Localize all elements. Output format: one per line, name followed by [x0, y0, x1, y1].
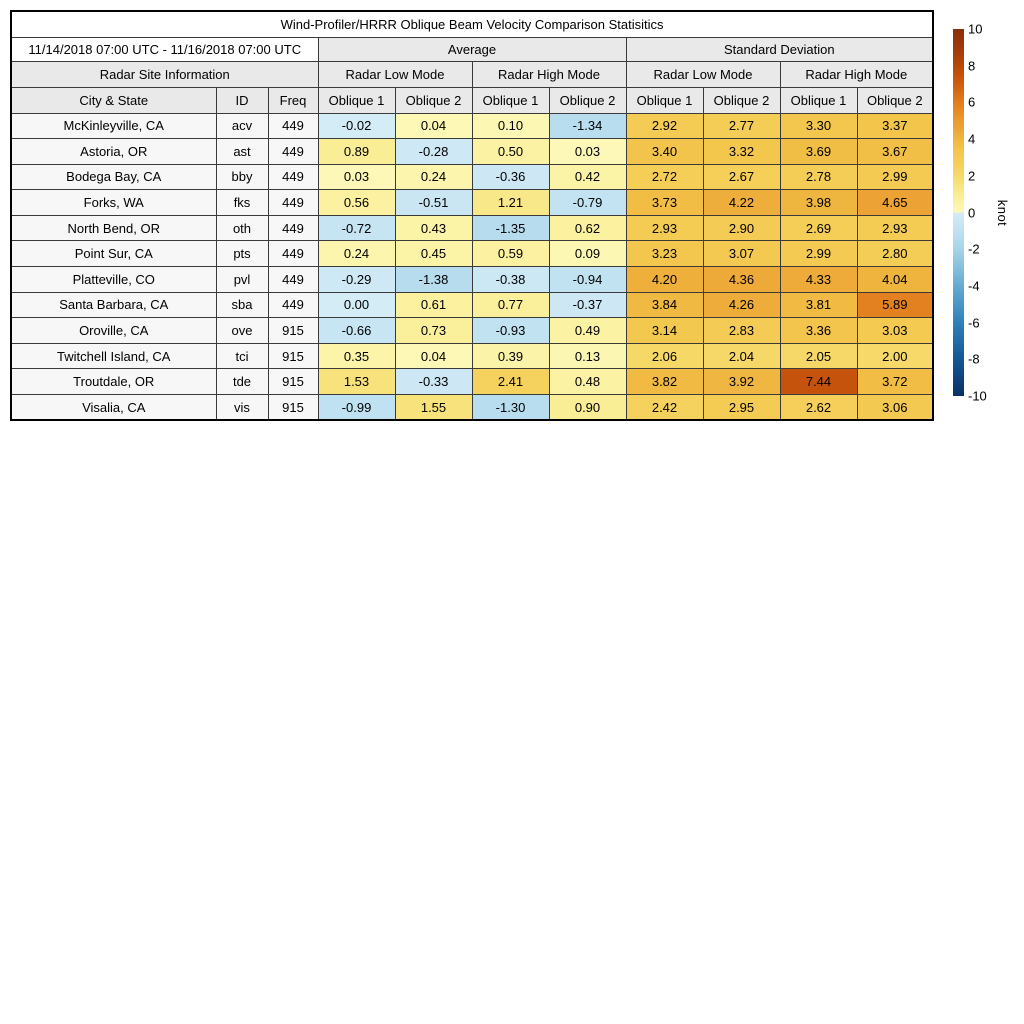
value-cell: 0.48 — [549, 369, 626, 395]
city-state-column-header: City & State — [11, 87, 216, 113]
table-row — [11, 267, 933, 293]
value-cell: 4.04 — [857, 267, 933, 293]
value-cell: -0.72 — [318, 215, 395, 241]
avg-high-mode-header: Radar High Mode — [472, 61, 626, 87]
group-header-standard-deviation: Standard Deviation — [626, 37, 933, 61]
colorbar-tick-label: 4 — [968, 131, 976, 147]
value-cell: 2.99 — [780, 241, 857, 267]
value-cell: 3.32 — [703, 139, 780, 165]
value-cell: 3.23 — [626, 241, 703, 267]
table-title: Wind-Profiler/HRRR Oblique Beam Velocity Comparison Statisitics — [11, 11, 933, 37]
value-cell: -1.38 — [395, 267, 472, 293]
id-cell: ast — [216, 139, 268, 165]
value-cell: 2.80 — [857, 241, 933, 267]
value-cell: 0.10 — [472, 113, 549, 139]
oblique1-column-header: Oblique 1 — [626, 87, 703, 113]
value-cell: 3.07 — [703, 241, 780, 267]
colorbar-unit-label: knot — [995, 199, 1010, 226]
value-cell: 2.04 — [703, 343, 780, 369]
value-cell: 3.72 — [857, 369, 933, 395]
freq-cell: 915 — [268, 369, 318, 395]
value-cell: 0.62 — [549, 215, 626, 241]
value-cell: 3.92 — [703, 369, 780, 395]
table-row — [11, 190, 933, 216]
group-header-average: Average — [318, 37, 626, 61]
freq-cell: 449 — [268, 267, 318, 293]
value-cell: -1.35 — [472, 215, 549, 241]
freq-cell: 915 — [268, 343, 318, 369]
table-row — [11, 139, 933, 165]
value-cell: -1.30 — [472, 395, 549, 421]
value-cell: 2.05 — [780, 343, 857, 369]
value-cell: 2.95 — [703, 395, 780, 421]
value-cell: 0.35 — [318, 343, 395, 369]
value-cell: -0.38 — [472, 267, 549, 293]
id-cell: pvl — [216, 267, 268, 293]
value-cell: 3.73 — [626, 190, 703, 216]
value-cell: 0.73 — [395, 318, 472, 344]
stats-table — [10, 10, 934, 421]
date-range: 11/14/2018 07:00 UTC - 11/16/2018 07:00 UTC — [11, 37, 318, 61]
value-cell: -0.51 — [395, 190, 472, 216]
id-cell: sba — [216, 292, 268, 318]
city-cell: Troutdale, OR — [11, 369, 216, 395]
value-cell: 0.56 — [318, 190, 395, 216]
value-cell: 4.20 — [626, 267, 703, 293]
value-cell: 0.45 — [395, 241, 472, 267]
city-cell: Bodega Bay, CA — [11, 164, 216, 190]
value-cell: 0.43 — [395, 215, 472, 241]
value-cell: 0.77 — [472, 292, 549, 318]
id-cell: vis — [216, 395, 268, 421]
value-cell: -0.36 — [472, 164, 549, 190]
value-cell: -0.99 — [318, 395, 395, 421]
value-cell: -0.33 — [395, 369, 472, 395]
table-row — [11, 318, 933, 344]
value-cell: 2.92 — [626, 113, 703, 139]
freq-cell: 915 — [268, 395, 318, 421]
freq-cell: 449 — [268, 292, 318, 318]
table-row — [11, 164, 933, 190]
value-cell: 2.83 — [703, 318, 780, 344]
city-cell: Astoria, OR — [11, 139, 216, 165]
colorbar-tick-label: -8 — [968, 351, 980, 367]
value-cell: 2.00 — [857, 343, 933, 369]
value-cell: 4.65 — [857, 190, 933, 216]
value-cell: 0.13 — [549, 343, 626, 369]
city-cell: Point Sur, CA — [11, 241, 216, 267]
table-row — [11, 292, 933, 318]
colorbar-tick-label: -10 — [968, 388, 987, 404]
oblique2-column-header: Oblique 2 — [857, 87, 933, 113]
value-cell: 3.37 — [857, 113, 933, 139]
freq-cell: 449 — [268, 113, 318, 139]
value-cell: 0.59 — [472, 241, 549, 267]
freq-cell: 449 — [268, 241, 318, 267]
value-cell: -0.37 — [549, 292, 626, 318]
value-cell: 3.69 — [780, 139, 857, 165]
city-cell: Visalia, CA — [11, 395, 216, 421]
std-low-mode-header: Radar Low Mode — [626, 61, 780, 87]
value-cell: 2.77 — [703, 113, 780, 139]
city-cell: Platteville, CO — [11, 267, 216, 293]
value-cell: 2.69 — [780, 215, 857, 241]
value-cell: 0.89 — [318, 139, 395, 165]
value-cell: 1.55 — [395, 395, 472, 421]
value-cell: 2.06 — [626, 343, 703, 369]
value-cell: 0.39 — [472, 343, 549, 369]
id-cell: oth — [216, 215, 268, 241]
value-cell: 2.99 — [857, 164, 933, 190]
oblique2-column-header: Oblique 2 — [395, 87, 472, 113]
value-cell: 2.93 — [857, 215, 933, 241]
value-cell: 0.24 — [395, 164, 472, 190]
value-cell: 3.03 — [857, 318, 933, 344]
value-cell: 0.50 — [472, 139, 549, 165]
oblique1-column-header: Oblique 1 — [318, 87, 395, 113]
value-cell: 1.53 — [318, 369, 395, 395]
table-row — [11, 395, 933, 421]
value-cell: 3.14 — [626, 318, 703, 344]
colorbar-tick-label: 10 — [968, 21, 983, 37]
value-cell: 2.42 — [626, 395, 703, 421]
value-cell: 0.03 — [549, 139, 626, 165]
value-cell: 0.61 — [395, 292, 472, 318]
value-cell: 3.84 — [626, 292, 703, 318]
value-cell: 2.41 — [472, 369, 549, 395]
table-row — [11, 241, 933, 267]
value-cell: 0.49 — [549, 318, 626, 344]
value-cell: -0.02 — [318, 113, 395, 139]
std-high-mode-header: Radar High Mode — [780, 61, 933, 87]
value-cell: -0.94 — [549, 267, 626, 293]
table-row — [11, 215, 933, 241]
value-cell: 2.67 — [703, 164, 780, 190]
value-cell: -0.93 — [472, 318, 549, 344]
freq-cell: 449 — [268, 164, 318, 190]
value-cell: 2.90 — [703, 215, 780, 241]
value-cell: 4.26 — [703, 292, 780, 318]
value-cell: 1.21 — [472, 190, 549, 216]
value-cell: -1.34 — [549, 113, 626, 139]
value-cell: 0.42 — [549, 164, 626, 190]
radar-site-info-header: Radar Site Information — [11, 61, 318, 87]
oblique1-column-header: Oblique 1 — [472, 87, 549, 113]
id-cell: pts — [216, 241, 268, 267]
value-cell: 3.40 — [626, 139, 703, 165]
value-cell: 0.00 — [318, 292, 395, 318]
value-cell: 0.90 — [549, 395, 626, 421]
table-row — [11, 113, 933, 139]
freq-cell: 449 — [268, 139, 318, 165]
colorbar-tick-label: -4 — [968, 278, 980, 294]
value-cell: 2.93 — [626, 215, 703, 241]
oblique2-column-header: Oblique 2 — [703, 87, 780, 113]
id-cell: fks — [216, 190, 268, 216]
value-cell: 0.09 — [549, 241, 626, 267]
value-cell: 4.33 — [780, 267, 857, 293]
id-cell: tci — [216, 343, 268, 369]
value-cell: 0.03 — [318, 164, 395, 190]
colorbar-tick-label: 6 — [968, 94, 976, 110]
oblique2-column-header: Oblique 2 — [549, 87, 626, 113]
value-cell: 5.89 — [857, 292, 933, 318]
freq-cell: 915 — [268, 318, 318, 344]
value-cell: 3.30 — [780, 113, 857, 139]
value-cell: 0.24 — [318, 241, 395, 267]
city-cell: North Bend, OR — [11, 215, 216, 241]
colorbar-tick-label: -2 — [968, 241, 980, 257]
freq-cell: 449 — [268, 190, 318, 216]
value-cell: 2.78 — [780, 164, 857, 190]
id-column-header: ID — [216, 87, 268, 113]
colorbar-tick-label: 0 — [968, 205, 976, 220]
colorbar-tick-label: 8 — [968, 58, 976, 74]
value-cell: 3.81 — [780, 292, 857, 318]
value-cell: 2.62 — [780, 395, 857, 421]
value-cell: -0.28 — [395, 139, 472, 165]
value-cell: 3.06 — [857, 395, 933, 421]
id-cell: bby — [216, 164, 268, 190]
id-cell: tde — [216, 369, 268, 395]
avg-low-mode-header: Radar Low Mode — [318, 61, 472, 87]
value-cell: 3.67 — [857, 139, 933, 165]
value-cell: 3.36 — [780, 318, 857, 344]
colorbar-gradient — [953, 29, 964, 396]
value-cell: 2.72 — [626, 164, 703, 190]
city-cell: Santa Barbara, CA — [11, 292, 216, 318]
freq-cell: 449 — [268, 215, 318, 241]
id-cell: acv — [216, 113, 268, 139]
table-row — [11, 343, 933, 369]
value-cell: 0.04 — [395, 113, 472, 139]
table-row — [11, 369, 933, 395]
value-cell: 7.44 — [780, 369, 857, 395]
oblique1-column-header: Oblique 1 — [780, 87, 857, 113]
city-cell: Twitchell Island, CA — [11, 343, 216, 369]
city-cell: Oroville, CA — [11, 318, 216, 344]
value-cell: -0.79 — [549, 190, 626, 216]
id-cell: ove — [216, 318, 268, 344]
value-cell: 4.22 — [703, 190, 780, 216]
value-cell: 0.04 — [395, 343, 472, 369]
colorbar — [953, 21, 1010, 404]
value-cell: -0.29 — [318, 267, 395, 293]
value-cell: 3.98 — [780, 190, 857, 216]
value-cell: 3.82 — [626, 369, 703, 395]
city-cell: Forks, WA — [11, 190, 216, 216]
colorbar-tick-label: -6 — [968, 315, 980, 331]
value-cell: 4.36 — [703, 267, 780, 293]
freq-column-header: Freq — [268, 87, 318, 113]
colorbar-tick-label: 2 — [968, 168, 976, 184]
city-cell: McKinleyville, CA — [11, 113, 216, 139]
value-cell: -0.66 — [318, 318, 395, 344]
